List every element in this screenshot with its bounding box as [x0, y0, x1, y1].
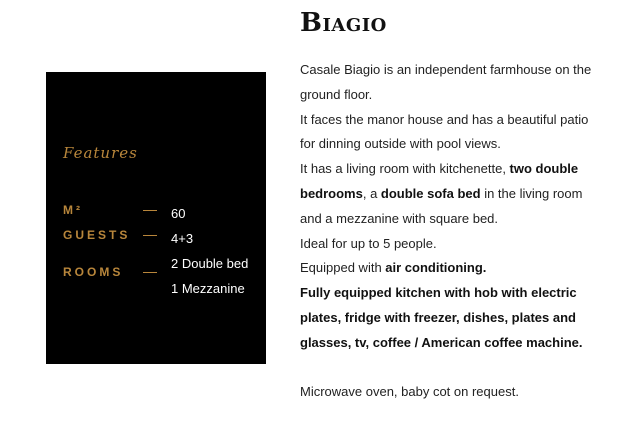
feature-dash [143, 210, 157, 211]
feature-label-area: M² [63, 203, 83, 217]
spacer [300, 356, 600, 381]
text-segment: , a [362, 185, 381, 201]
bold-segment: two double bedrooms [300, 161, 579, 201]
description-line: Ideal for up to 5 people. [300, 235, 437, 251]
feature-value: 60 [171, 206, 186, 221]
features-title: Features [63, 144, 138, 162]
features-card [46, 72, 266, 364]
feature-label-rooms: ROOMS [63, 265, 124, 279]
bold-segment: double sofa bed [380, 185, 481, 201]
property-title: Biagio [300, 8, 387, 38]
feature-values-guests [171, 226, 193, 251]
property-description [300, 58, 600, 405]
feature-value: 1 Mezzanine [171, 281, 245, 296]
description-line [300, 157, 600, 231]
description-line: It faces the manor house and has a beautiful patio for dinning outside with pool views. [300, 111, 589, 152]
feature-value: 2 Double bed [171, 256, 249, 271]
bold-segment: air conditioning. [385, 260, 487, 276]
description-line: Microwave oven, baby cot on request. [300, 384, 519, 400]
feature-dash [143, 235, 157, 236]
feature-value: 4+3 [171, 231, 194, 246]
text-segment: It has a living room with kitchenette, [300, 161, 510, 177]
description-line: Casale Biagio is an independent farmhouse on the ground floor. [300, 62, 592, 102]
text-segment: in the living room and a mezzanine with square bed. [300, 185, 583, 226]
description-line [300, 256, 600, 281]
text-segment: Equipped with [300, 260, 386, 276]
feature-label-guests: GUESTS [63, 228, 131, 242]
feature-dash [143, 272, 157, 273]
feature-values-rooms [171, 251, 248, 301]
description-line [300, 281, 600, 355]
bold-segment: Fully equipped kitchen with hob with electric plates, fridge with freezer, dishes, plates and glasses, tv, coffee / American coffee machine. [300, 285, 583, 350]
feature-values-area [171, 201, 185, 226]
